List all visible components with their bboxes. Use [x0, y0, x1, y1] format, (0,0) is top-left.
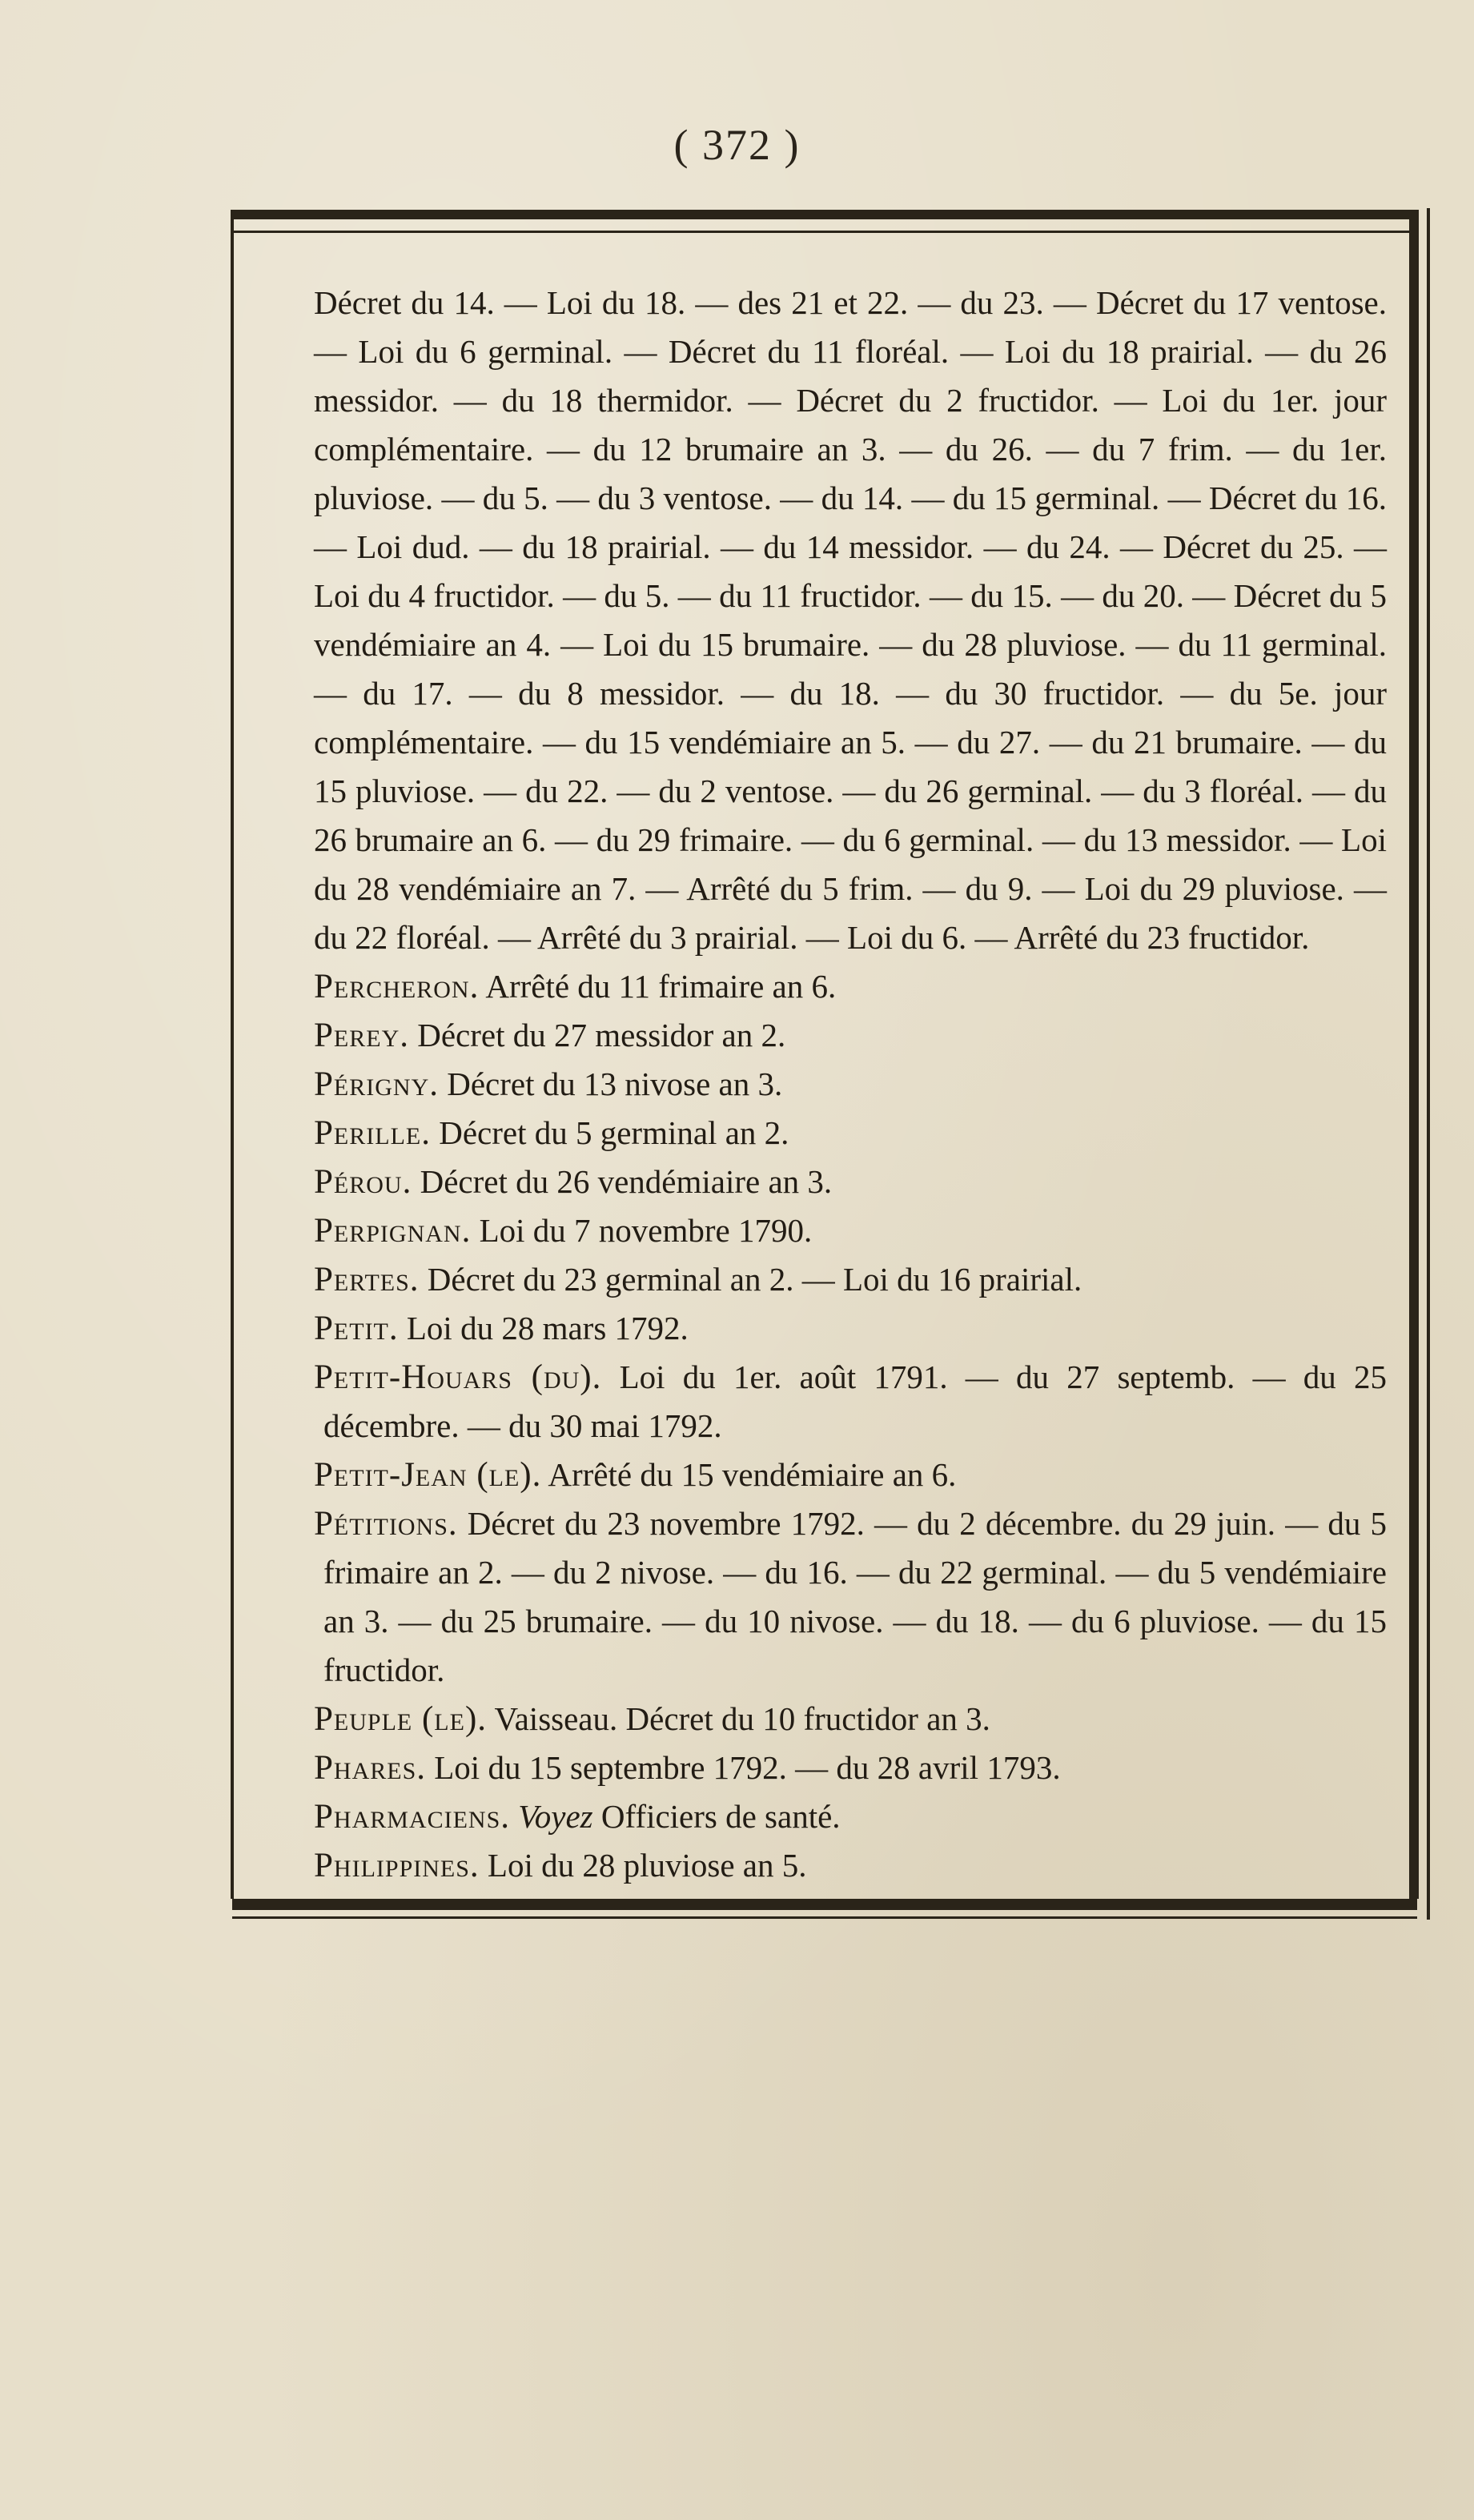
bottom-rule-thin — [232, 1916, 1417, 1919]
index-entry-philippines — [314, 1841, 1387, 1890]
entry-heading: Pharmaciens. — [314, 1798, 511, 1836]
entry-text: Décret du 26 vendémiaire an 3. — [420, 1163, 833, 1200]
index-entry-pharmaciens — [314, 1792, 1387, 1841]
entry-text: Décret du 23 germinal an 2. — Loi du 16 prairial. — [427, 1261, 1082, 1298]
entry-heading: Perpignan. — [314, 1212, 472, 1250]
index-entry-petit — [314, 1304, 1387, 1353]
index-entry-perey — [314, 1011, 1387, 1060]
index-content — [314, 279, 1387, 1890]
index-entry-petitions — [314, 1499, 1387, 1695]
entry-heading: Petit-Houars (du). — [314, 1358, 602, 1396]
index-entry-petit-jean — [314, 1451, 1387, 1499]
entry-heading: Pérou. — [314, 1163, 412, 1201]
page-number: ( 372 ) — [673, 121, 801, 169]
index-entry-percheron — [314, 962, 1387, 1011]
index-entry-perou — [314, 1158, 1387, 1206]
entry-heading: Perey. — [314, 1017, 409, 1054]
index-entry-peuple — [314, 1695, 1387, 1744]
entry-heading: Périgny. — [314, 1065, 439, 1103]
index-entry-petit-houars — [314, 1353, 1387, 1451]
entry-text: Loi du 28 mars 1792. — [406, 1310, 689, 1346]
entry-text: Loi du 15 septembre 1792. — du 28 avril 1793. — [434, 1749, 1061, 1786]
entry-heading: Pétitions. — [314, 1505, 458, 1543]
entry-text: Vaisseau. Décret du 10 fructidor an 3. — [494, 1700, 990, 1737]
entry-heading: Percheron. — [314, 968, 480, 1005]
entry-heading: Petit-Jean (le). — [314, 1456, 542, 1494]
entry-text: Décret du 23 novembre 1792. — du 2 décembre. du 29 juin. — du 5 frimaire an 2. — du 2 nivose. — du 16. — du 22 germinal. — du 5 vendémiaire an 3. — du 25 brumaire. — du 10 nivose. — du 18. — du 6 pluviose. — du 15 fructidor. — [323, 1505, 1387, 1688]
entry-heading: Philippines. — [314, 1847, 480, 1884]
entry-heading: Pertes. — [314, 1261, 420, 1298]
entry-see-also: Voyez — [518, 1798, 593, 1835]
entry-text: Décret du 5 germinal an 2. — [439, 1114, 789, 1151]
entry-text: Décret du 27 messidor an 2. — [417, 1017, 786, 1053]
bottom-rule-thick — [232, 1899, 1417, 1910]
index-entry-phares — [314, 1744, 1387, 1792]
entry-heading: Petit. — [314, 1310, 399, 1347]
entry-text: Arrêté du 11 frimaire an 6. — [485, 968, 837, 1005]
index-entry-perigny — [314, 1060, 1387, 1109]
entry-text: Décret du 13 nivose an 3. — [447, 1065, 783, 1102]
index-entry-pertes — [314, 1255, 1387, 1304]
entry-text: Arrêté du 15 vendémiaire an 6. — [548, 1456, 957, 1493]
index-entry-perpignan — [314, 1206, 1387, 1255]
entry-heading: Perille. — [314, 1114, 431, 1152]
entry-heading: Peuple (le). — [314, 1700, 488, 1738]
entry-text: Loi du 7 novembre 1790. — [479, 1212, 813, 1249]
entry-text: Loi du 1er. août 1791. — du 27 septemb. — du 25 décembre. — du 30 mai 1792. — [323, 1358, 1387, 1444]
entry-text: Loi du 28 pluviose an 5. — [487, 1847, 807, 1884]
entry-heading: Phares. — [314, 1749, 427, 1787]
continuation-paragraph: Décret du 14. — Loi du 18. — des 21 et 22. — du 23. — Décret du 17 ventose. — Loi du 6 germinal. — Décret du 11 floréal. — Loi du 18 prairial. — du 26 messidor. — du 18 thermidor. — Décret du 2 fructidor. — Loi du 1er. jour complémentaire. — du 12 brumaire an 3. — du 26. — du 7 frim. — du 1er. pluviose. — du 5. — du 3 ventose. — du 14. — du 15 germinal. — Décret du 16. — Loi dud. — du 18 prairial. — du 14 messidor. — du 24. — Décret du 25. — Loi du 4 fructidor. — du 5. — du 11 fructidor. — du 15. — du 20. — Décret du 5 vendémiaire an 4. — Loi du 15 brumaire. — du 28 pluviose. — du 11 germinal. — du 17. — du 8 messidor. — du 18. — du 30 fructidor. — du 5e. jour complémentaire. — du 15 vendémiaire an 5. — du 27. — du 21 brumaire. — du 15 pluviose. — du 22. — du 2 ventose. — du 26 germinal. — du 3 floréal. — du 26 brumaire an 6. — du 29 frimaire. — du 6 germinal. — du 13 messidor. — Loi du 28 vendémiaire an 7. — Arrêté du 5 frim. — du 9. — Loi du 29 pluviose. — du 22 floréal. — Arrêté du 3 prairial. — Loi du 6. — Arrêté du 23 fructidor. — [314, 284, 1387, 956]
entry-text: Officiers de santé. — [600, 1798, 841, 1835]
index-entry-perille — [314, 1109, 1387, 1158]
